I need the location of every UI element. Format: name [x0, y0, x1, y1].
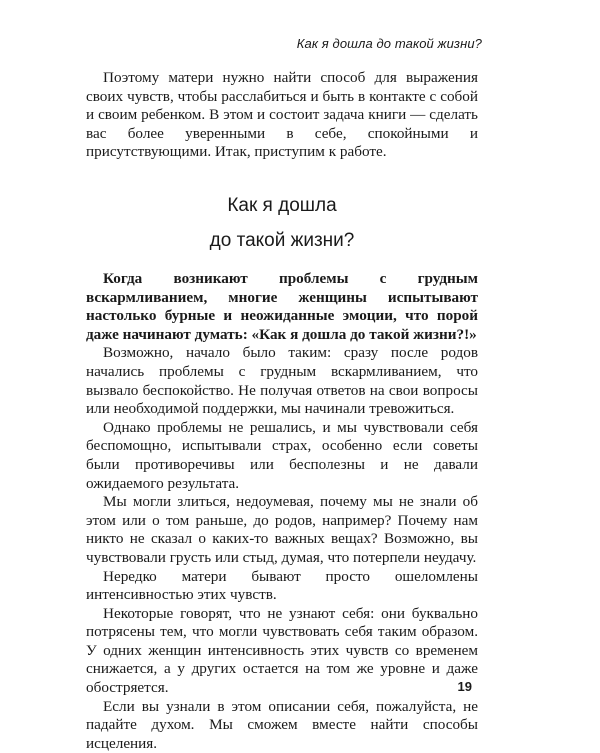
- body-paragraph: Возможно, начало было таким: сразу после родов начались проблемы с грудным вскармливанием, что вызвало беспокойство. Не получая ответов на свои вопросы или необходимой поддержки, мы начинали тревожиться.: [86, 344, 478, 418]
- intro-text: [86, 69, 478, 162]
- body-paragraph: Нередко матери бывают просто ошеломлены интенсивностью этих чувств.: [86, 567, 478, 604]
- running-head: Как я дошла до такой жизни?: [296, 36, 482, 51]
- chapter-body: [86, 270, 478, 753]
- chapter-title: [86, 188, 478, 258]
- lead-paragraph: Когда возникают проблемы с грудным вскармливанием, многие женщины испытывают настолько бурные и неожиданные эмоции, что порой даже начинают думать: «Как я дошла до такой жизни?!»: [86, 270, 478, 343]
- intro-paragraph: Поэтому матери нужно найти способ для выражения своих чувств, чтобы расслабиться и быть в контакте с собой и своим ребенком. В этом и состоит задача книги — сделать вас более уверенными в себе, спокойными и присутствующими. Итак, приступим к работе.: [86, 69, 478, 161]
- chapter-title-line-2: до такой жизни?: [209, 230, 355, 251]
- body-paragraph: Мы могли злиться, недоумевая, почему мы не знали об этом или о том раньше, до родов, например? Почему нам никто не сказал о каких-то важных вещах? Возможно, вы чувствовали грусть или стыд, думая, что потерпели неудачу.: [86, 493, 478, 566]
- body-paragraph: Если вы узнали в этом описании себя, пожалуйста, не падайте духом. Мы сможем вместе найти способы исцеления.: [86, 697, 478, 752]
- page-number: 19: [457, 679, 472, 694]
- body-paragraph: Однако проблемы не решались, и мы чувствовали себя беспомощно, испытывали страх, особенно если советы были противоречивы или бесполезны и не давали ожидаемого результата.: [86, 418, 478, 492]
- chapter-title-line-1: Как я дошла: [227, 195, 337, 216]
- body-paragraph: Некоторые говорят, что не узнают себя: они буквально потрясены тем, что могли чувствовать себя таким образом. У одних женщин интенсивность этих чувств со временем снижается, а у других остается на том же уровне и даже обостряется.: [86, 604, 478, 697]
